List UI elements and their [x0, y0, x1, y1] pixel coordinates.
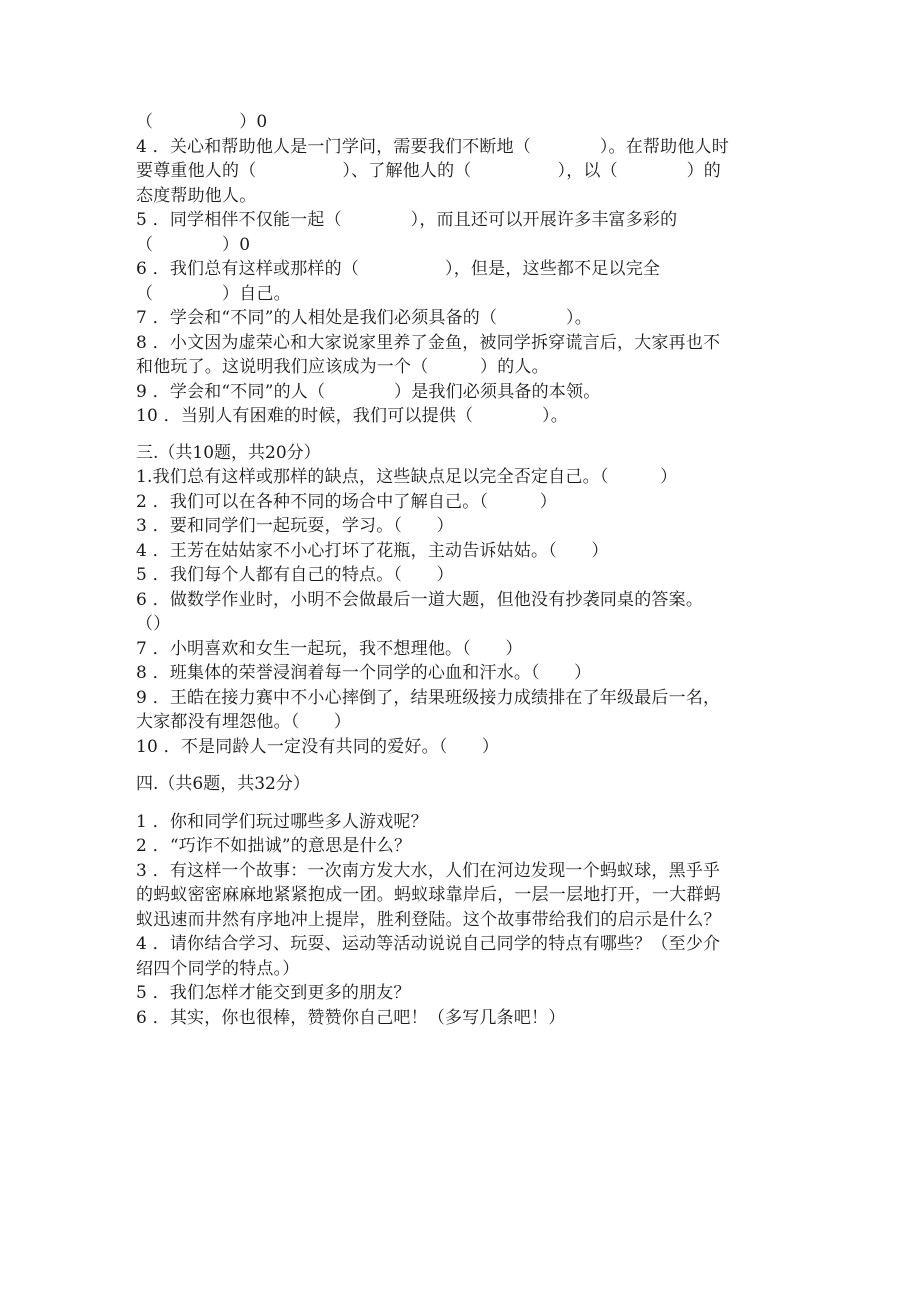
- question-line: 6 ．我们总有这样或那样的（ ），但是，这些都不足以完全: [136, 259, 661, 279]
- text-line: （ ）0: [136, 112, 268, 132]
- text-line: 态度帮助他人。: [136, 185, 257, 206]
- question-line: 8 ．小文因为虚荣心和大家说家里养了金鱼，被同学拆穿谎言后，大家再也不: [136, 332, 721, 353]
- text-line: 要尊重他人的（ ）、了解他人的（ ），以（ ）的: [136, 161, 721, 181]
- exam-page: [136, 110, 796, 1030]
- text-line: 大家都没有埋怨他。（ ）: [136, 712, 352, 732]
- question-line: 3 ．有这样一个故事：一次南方发大水，人们在河边发现一个蚂蚁球，黑乎乎: [136, 860, 721, 881]
- text-line: （ ）0: [136, 234, 251, 255]
- section-3-title: 三.（共10题，共20分）: [136, 442, 321, 463]
- section-3: [136, 441, 796, 760]
- section-4-title: 四.（共6题，共32分）: [136, 774, 310, 794]
- question-line: 2 ．我们可以在各种不同的场合中了解自己。（ ）: [136, 491, 557, 512]
- question-line: 5 ．我们怎样才能交到更多的朋友？: [136, 983, 411, 1003]
- question-line: 10 ．当别人有困难的时候，我们可以提供（ ）。: [136, 406, 568, 426]
- question-line: 9 ．王皓在接力赛中不小心摔倒了，结果班级接力成绩排在了年级最后一名，: [136, 687, 721, 708]
- question-line: 1 ．你和同学们玩过哪些多人游戏呢？: [136, 811, 428, 832]
- question-line: 7 ．学会和“不同”的人相处是我们必须具备的（ ）。: [136, 308, 592, 328]
- question-line: 3 ．要和同学们一起玩耍，学习。（ ）: [136, 516, 454, 536]
- section-2-continued: [136, 110, 796, 429]
- question-line: 5 ．同学相伴不仅能一起（ ），而且还可以开展许多丰富多彩的: [136, 210, 678, 230]
- text-line: 蚁迅速而井然有序地冲上提岸，胜利登陆。这个故事带给我们的启示是什么？: [136, 909, 721, 930]
- question-line: 4 ．请你结合学习、玩耍、运动等活动说说自己同学的特点有哪些？（至少介: [136, 934, 721, 954]
- question-line: 6 ．其实，你也很棒，赞赞你自己吧！（多写几条吧！）: [136, 1007, 566, 1028]
- question-line: 9 ．学会和“不同”的人（ ）是我们必须具备的本领。: [136, 381, 601, 402]
- text-line: 绍四个同学的特点。）: [136, 958, 300, 979]
- question-line: 4 ．王芳在姑姑家不小心打坏了花瓶，主动告诉姑姑。（ ）: [136, 540, 609, 561]
- question-line: 10 ．不是同龄人一定没有共同的爱好。（ ）: [136, 736, 500, 757]
- question-line: 5 ．我们每个人都有自己的特点。（ ）: [136, 565, 454, 585]
- question-line: 7 ．小明喜欢和女生一起玩，我不想理他。（ ）: [136, 638, 523, 659]
- text-line: 和他玩了。这说明我们应该成为一个（ ）的人。: [136, 357, 549, 377]
- question-line: 2 ．“巧诈不如拙诚”的意思是什么？: [136, 836, 412, 856]
- text-line: （ ）自己。: [136, 283, 291, 304]
- question-line: 4 ．关心和帮助他人是一门学问，需要我们不断地（ ）。在帮助他人时: [136, 136, 729, 157]
- question-line: 6 ．做数学作业时，小明不会做最后一道大题，但他没有抄袭同桌的答案。: [136, 589, 704, 610]
- section-4: [136, 772, 796, 1030]
- question-line: 8 ．班集体的荣誉浸润着每一个同学的心血和汗水。（ ）: [136, 663, 592, 683]
- question-line: 1.我们总有这样或那样的缺点，这些缺点足以完全否定自己。（ ）: [136, 467, 678, 487]
- text-line: （）: [136, 614, 171, 634]
- text-line: 的蚂蚁密密麻麻地紧紧抱成一团。蚂蚁球靠岸后，一层一层地打开，一大群蚂: [136, 885, 721, 905]
